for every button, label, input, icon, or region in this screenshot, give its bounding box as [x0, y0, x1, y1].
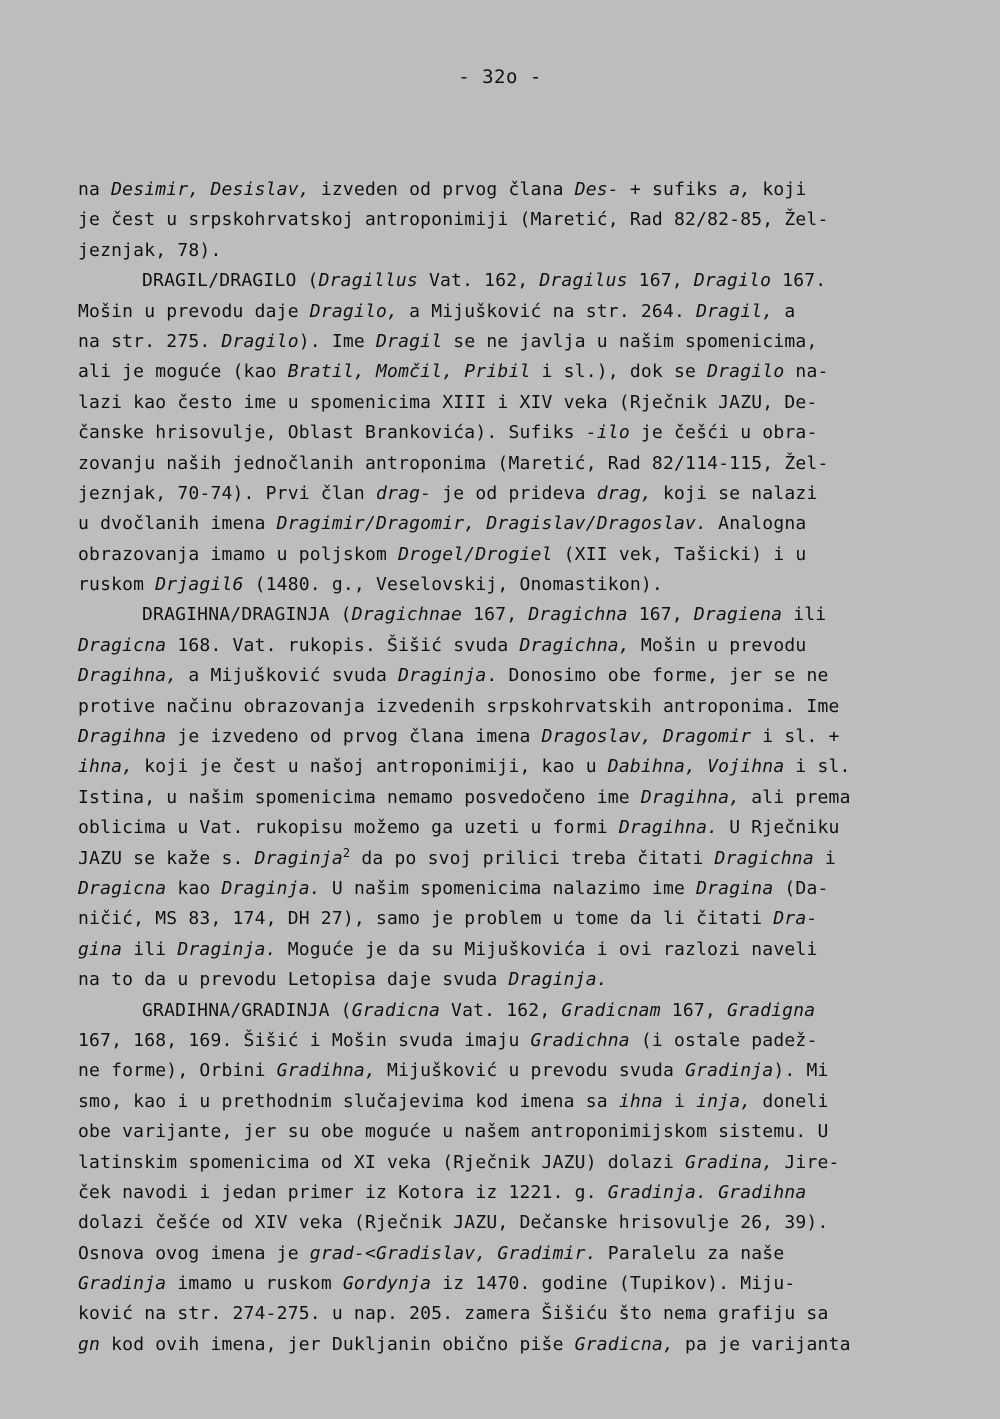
text-line: GRADIHNA/GRADINJA (Gradicna Vat. 162, Gradicnam 167, Gradigna	[142, 999, 816, 1021]
text-line: ković na str. 274-275. u nap. 205. zamera Šišiću što nema grafiju sa	[78, 1303, 829, 1325]
text-line: smo, kao i u prethodnim slučajevima kod imena sa ihna i inja, doneli	[78, 1090, 829, 1112]
body-text	[78, 175, 923, 1360]
text-line: Dragihna je izvedeno od prvog člana imena Dragoslav, Dragomir i sl. +	[78, 726, 840, 748]
page-number: - 32o -	[458, 66, 542, 88]
text-line: dolazi češće od XIV veka (Rječnik JAZU, Dečanske hrisovulje 26, 39).	[78, 1212, 829, 1234]
text-line: gn kod ovih imena, jer Dukljanin obično piše Gradicna, pa je varijanta	[78, 1333, 851, 1355]
text-line: protive načinu obrazovanja izvedenih srpskohrvatskih antroponima. Ime	[78, 695, 840, 717]
text-line: Osnova ovog imena je grad-<Gradislav, Gradimir. Paralelu za naše	[78, 1242, 785, 1264]
text-line: Istina, u našim spomenicima nemamo posvedočeno ime Dragihna, ali prema	[78, 786, 851, 808]
text-line: zovanju naših jednočlanih antroponima (Maretić, Rad 82/114-115, Žel-	[78, 452, 829, 474]
text-line: ničić, MS 83, 174, DH 27), samo je problem u tome da li čitati Dra-	[78, 908, 818, 930]
text-line: lazi kao često ime u spomenicima XIII i XIV veka (Rječnik JAZU, De-	[78, 391, 818, 413]
text-line: 167, 168, 169. Šišić i Mošin svuda imaju Gradichna (i ostale padež-	[78, 1029, 818, 1051]
text-line: na Desimir, Desislav, izveden od prvog člana Des- + sufiks a, koji	[78, 179, 807, 200]
text-line: oblicima u Vat. rukopisu možemo ga uzeti u formi Dragihna. U Rječniku	[78, 817, 840, 839]
text-line: ali je moguće (kao Bratil, Momčil, Pribil i sl.), dok se Dragilo na-	[78, 361, 829, 383]
text-line: Dragicna kao Draginja. U našim spomenicima nalazimo ime Dragina (Da-	[78, 877, 829, 899]
text-line: jeznjak, 78).	[78, 239, 222, 261]
text-line: na to da u prevodu Letopisa daje svuda Draginja.	[78, 969, 608, 991]
text-line: jeznjak, 70-74). Prvi član drag- je od prideva drag, koji se nalazi	[78, 482, 818, 504]
text-line: DRAGIHNA/DRAGINJA (Dragichnae 167, Dragichna 167, Dragiena ili	[142, 604, 827, 626]
text-line: Dragicna 168. Vat. rukopis. Šišić svuda Dragichna, Mošin u prevodu	[78, 634, 807, 656]
text-line: na str. 275. Dragilo). Ime Dragil se ne javlja u našim spomenicima,	[78, 330, 818, 352]
text-line: u dvočlanih imena Dragimir/Dragomir, Dragislav/Dragoslav. Analogna	[78, 513, 807, 535]
text-line: JAZU se kaže s. Draginja$^2$ da po svoj prilici treba čitati Dragichna i	[78, 845, 836, 869]
text-line: čanske hrisovulje, Oblast Brankovića). Sufiks -ilo je češći u obra-	[78, 422, 818, 444]
text-line: obe varijante, jer su obe moguće u našem antroponimijskom sistemu. U	[78, 1121, 829, 1143]
text-line: je čest u srpskohrvatskoj antroponimiji (Maretić, Rad 82/82-85, Žel-	[78, 209, 829, 231]
text-line: Gradinja imamo u ruskom Gordynja iz 1470. godine (Tupikov). Miju-	[78, 1273, 796, 1295]
text-line: latinskim spomenicima od XI veka (Rječnik JAZU) dolazi Gradina, Jire-	[78, 1151, 840, 1173]
text-line: ihna, koji je čest u našoj antroponimiji, kao u Dabihna, Vojihna i sl.	[78, 756, 851, 778]
text-line: gina ili Draginja. Moguće je da su Mijuškovića i ovi razlozi naveli	[78, 938, 818, 960]
text-line: ne forme), Orbini Gradihna, Mijušković u prevodu svuda Gradinja). Mi	[78, 1060, 829, 1082]
text-line: DRAGIL/DRAGILO (Dragillus Vat. 162, Dragilus 167, Dragilo 167.	[142, 270, 827, 292]
text-line: obrazovanja imamo u poljskom Drogel/Drogiel (XII vek, Tašicki) i u	[78, 543, 807, 565]
text-line: ček navodi i jedan primer iz Kotora iz 1221. g. Gradinja. Gradihna	[78, 1181, 807, 1203]
text-line: ruskom Drjagil6 (1480. g., Veselovskij, Onomastikon).	[78, 574, 663, 596]
text-line: Dragihna, a Mijušković svuda Draginja. Donosimo obe forme, jer se ne	[78, 665, 829, 687]
text-line: Mošin u prevodu daje Dragilo, a Mijušković na str. 264. Dragil, a	[78, 300, 796, 322]
